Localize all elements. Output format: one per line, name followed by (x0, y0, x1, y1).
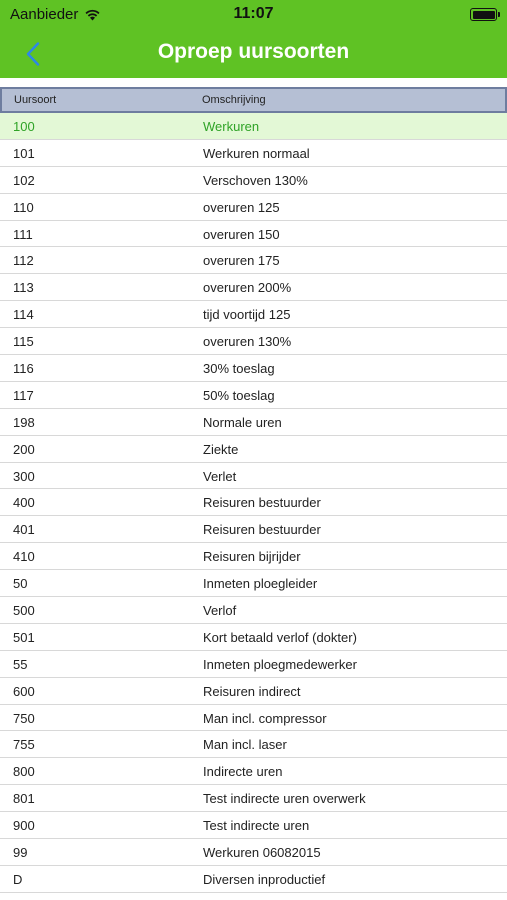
row-code: 750 (13, 710, 35, 726)
status-time: 11:07 (233, 5, 274, 22)
row-code: 102 (13, 172, 35, 188)
row-description: Man incl. compressor (203, 710, 327, 726)
row-code: 100 (13, 119, 35, 134)
row-code: 116 (13, 361, 34, 377)
row-description: Verlof (203, 603, 237, 619)
table-row[interactable] (0, 597, 507, 624)
row-description: 30% toeslag (203, 361, 275, 377)
table-row[interactable] (0, 812, 507, 839)
row-code: 500 (13, 603, 35, 619)
table-row[interactable] (0, 570, 507, 597)
table-row[interactable] (0, 194, 507, 221)
row-code: 900 (13, 818, 35, 834)
row-description: Inmeten ploegmedewerker (203, 656, 357, 672)
table-row[interactable] (0, 355, 507, 382)
row-code: 55 (13, 656, 28, 672)
table-row[interactable] (0, 463, 507, 490)
table-row[interactable] (0, 651, 507, 678)
row-code: 101 (13, 145, 35, 161)
row-description: Ziekte (203, 441, 239, 457)
table-row[interactable] (0, 758, 507, 785)
row-description: overuren 125 (203, 199, 280, 215)
table-row[interactable] (0, 705, 507, 732)
row-code: 198 (13, 414, 35, 430)
row-code: 801 (13, 791, 35, 807)
table-row[interactable] (0, 731, 507, 758)
row-code: D (13, 871, 23, 887)
row-code: 200 (13, 441, 35, 457)
row-description: Test indirecte uren overwerk (203, 791, 366, 807)
table-row[interactable] (0, 140, 507, 167)
column-header-omschrijving: Omschrijving (202, 94, 266, 106)
table-row[interactable] (0, 516, 507, 543)
row-description: Verlet (203, 468, 237, 484)
row-code: 113 (13, 280, 34, 296)
row-code: 800 (13, 764, 35, 780)
table-row[interactable] (0, 839, 507, 866)
status-bar (0, 0, 507, 30)
row-description: overuren 200% (203, 280, 292, 296)
nav-bar (0, 30, 507, 78)
table-row[interactable] (0, 866, 507, 893)
table-row[interactable] (0, 785, 507, 812)
row-description: Werkuren normaal (203, 145, 310, 161)
row-description: overuren 175 (203, 253, 280, 269)
row-code: 114 (13, 307, 34, 323)
row-code: 110 (13, 199, 34, 215)
row-code: 501 (13, 629, 35, 645)
row-code: 300 (13, 468, 35, 484)
table-row[interactable] (0, 624, 507, 651)
row-description: 50% toeslag (203, 387, 275, 403)
table-row[interactable] (0, 678, 507, 705)
row-code: 600 (13, 683, 35, 699)
table-row[interactable] (0, 167, 507, 194)
table-row[interactable] (0, 382, 507, 409)
row-code: 400 (13, 495, 35, 511)
row-description: Reisuren bijrijder (203, 549, 301, 565)
row-description: Werkuren (203, 119, 260, 134)
row-description: Kort betaald verlof (dokter) (203, 629, 357, 645)
row-description: Man incl. laser (203, 737, 287, 753)
carrier-label: Aanbieder (10, 6, 79, 23)
table-row[interactable] (0, 543, 507, 570)
table-row[interactable] (0, 328, 507, 355)
row-code: 410 (13, 549, 35, 565)
row-description: overuren 150 (203, 226, 280, 242)
table-row[interactable] (0, 221, 507, 248)
uursoort-list[interactable] (0, 113, 507, 893)
row-code: 117 (13, 387, 34, 403)
row-description: Verschoven 130% (203, 172, 308, 188)
table-row[interactable] (0, 436, 507, 463)
row-code: 111 (13, 226, 33, 242)
row-code: 401 (13, 522, 35, 538)
row-description: Reisuren bestuurder (203, 495, 321, 511)
row-code: 50 (13, 576, 28, 592)
row-code: 755 (13, 737, 35, 753)
row-code: 115 (13, 334, 34, 350)
row-description: Reisuren bestuurder (203, 522, 321, 538)
row-description: Test indirecte uren (203, 818, 310, 834)
battery-icon (470, 8, 497, 21)
table-row[interactable] (0, 489, 507, 516)
row-code: 99 (13, 845, 28, 861)
table-header (0, 87, 507, 113)
table-row[interactable] (0, 247, 507, 274)
table-row[interactable] (0, 409, 507, 436)
row-description: Normale uren (203, 414, 282, 430)
page-title: Oproep uursoorten (157, 40, 350, 63)
row-description: Diversen inproductief (203, 871, 326, 887)
table-row[interactable] (0, 113, 507, 140)
row-description: Inmeten ploegleider (203, 576, 318, 592)
row-code: 112 (13, 253, 34, 269)
table-row[interactable] (0, 274, 507, 301)
row-description: overuren 130% (203, 334, 292, 350)
row-description: Indirecte uren (203, 764, 283, 780)
row-description: Werkuren 06082015 (203, 845, 321, 861)
column-header-uursoort: Uursoort (14, 94, 57, 106)
row-description: tijd voortijd 125 (203, 307, 291, 323)
table-row[interactable] (0, 301, 507, 328)
row-description: Reisuren indirect (203, 683, 301, 699)
